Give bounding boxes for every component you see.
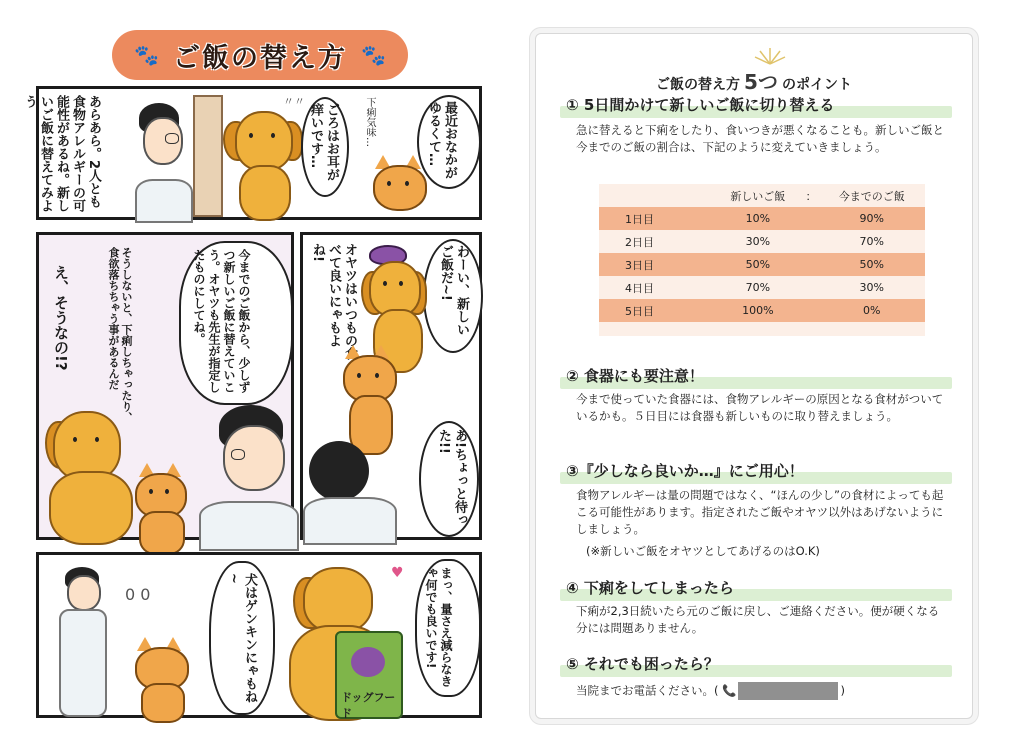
manga-title: ご飯の替え方 bbox=[173, 42, 347, 74]
table-row: 3日目 50% 50% bbox=[599, 253, 925, 276]
points-sheet bbox=[535, 33, 973, 719]
bag-label: ドッグフード bbox=[341, 691, 396, 720]
dog-speech: まっ、量さえ減らなきゃ何でも良いです! bbox=[424, 567, 453, 687]
itch-fx: 〃〃 bbox=[283, 95, 305, 108]
table-row: 1日目 10% 90% bbox=[599, 207, 925, 230]
section-4-body: 下痢が2,3日続いたら元のご飯に戻し、ご連絡ください。便が硬くなる分には問題ありません。 bbox=[576, 604, 940, 635]
phone-icon: 📞 bbox=[722, 683, 737, 698]
sparkle-icon bbox=[754, 46, 786, 64]
dog-face bbox=[235, 111, 293, 171]
cat-face bbox=[373, 165, 427, 211]
dog-speech: ごろはお耳が痒いです… bbox=[308, 103, 339, 181]
doctor-coat bbox=[199, 501, 299, 551]
section-2-heading: ② 食器にも要注意！ bbox=[566, 367, 704, 385]
heart-icon: ♥ bbox=[391, 565, 404, 581]
cat-speech: オヤツはいつもの食べて良いにゃもよね! bbox=[310, 243, 357, 360]
section-2-body: 今まで使っていた食器には、食物アレルギーの原因となる食材がついているかも。５日目には食器も新しいものに取り替えましょう。 bbox=[576, 392, 944, 423]
section-1-body: 急に替えると下痢をしたり、食いつきが悪くなることも。新しいご飯と今までのご飯の割合は、下記のように変えていきましょう。 bbox=[576, 123, 944, 154]
ratio-table: 新しいご飯 ： 今までのご飯 1日目 10% 90% 2日目 30% 70% 3日目 50% 50% 4日目 70% 30% 5日目 100% 0% bbox=[599, 184, 925, 336]
manga-panel-3 bbox=[300, 232, 482, 540]
manga-title-banner bbox=[112, 30, 408, 80]
points-title: ご飯の替え方 5つ のポイント bbox=[656, 70, 852, 94]
section-5-heading: ⑤ それでも困ったら？ bbox=[566, 655, 719, 673]
column-old: 今までのご飯 bbox=[818, 184, 925, 207]
table-row: 2日目 30% 70% bbox=[599, 230, 925, 253]
cat-speech: 犬はゲンキンにゃもね~ bbox=[226, 573, 257, 703]
column-new: 新しいご飯 bbox=[712, 184, 804, 207]
dog-body bbox=[239, 165, 291, 221]
cat-speech: 最近おなかがゆるくて… bbox=[426, 101, 457, 179]
doctor-speech: あ!ちょっと待った!! bbox=[436, 429, 467, 526]
dog-speech: わーい、新しいご飯だ~! bbox=[438, 245, 469, 336]
cat-speech: え、そうなの!? bbox=[52, 265, 70, 371]
doctor-coat bbox=[135, 179, 193, 223]
manga-panel-1 bbox=[22, 86, 482, 220]
section-1-heading: ① 5日間かけて新しいご飯に切り替える bbox=[566, 96, 835, 114]
section-3-body: 食物アレルギーは量の問題ではなく、“ほんの少し”の食材によっても起こる可能性があります。指定されたご飯やオヤツ以外はあげないようにしましょう。 bbox=[576, 488, 944, 536]
doctor-speech: あらあら。2人とも食物アレルギーの可能性があるね。新しいご飯に替えてみよう bbox=[22, 95, 101, 212]
table-row: 4日目 70% 30% bbox=[599, 276, 925, 299]
dog-food-bag bbox=[335, 631, 403, 719]
glasses-icon bbox=[231, 449, 245, 460]
paw-icon: 🐾 bbox=[134, 43, 159, 67]
doctor-speech: 今までのご飯から、少しずつ新しいご飯に替えていこう。オヤツも先生が指定したものにしてね。 bbox=[192, 249, 251, 393]
manga-panel-4: 0 0 犬はゲンキンにゃもね~ ♥ ドッグフード まっ、量さえ減らなきゃ何でも良いです! bbox=[36, 552, 482, 718]
section-3-heading: ③『少しなら良いか…』にご用心！ bbox=[566, 462, 804, 480]
table-row: 5日目 100% 0% bbox=[599, 299, 925, 322]
phone-number-redacted bbox=[738, 682, 838, 700]
paw-icon: 🐾 bbox=[361, 43, 386, 67]
section-4-heading: ④ 下痢をしてしまったら bbox=[566, 579, 734, 597]
doctor-coat bbox=[303, 497, 397, 545]
dog-face bbox=[303, 567, 373, 633]
section-3-note: (※新しいご飯をオヤツとしてあげるのはO.K) bbox=[586, 544, 820, 558]
doctor-coat bbox=[59, 609, 107, 717]
doctor-hair bbox=[309, 441, 369, 501]
door bbox=[193, 95, 223, 217]
cat-fx-text: 下痢気味… bbox=[364, 97, 375, 147]
glasses-icon bbox=[165, 133, 179, 144]
doctor-face bbox=[67, 575, 101, 611]
dog-body bbox=[49, 471, 133, 545]
manga-panel-2 bbox=[36, 232, 294, 540]
doctor-speech-small: そうしないと、下痢しちゃったり、食欲落ちちゃう事があるんだ bbox=[107, 247, 133, 423]
section-5-body: 当院までお電話ください。( 📞 ) bbox=[576, 682, 946, 700]
